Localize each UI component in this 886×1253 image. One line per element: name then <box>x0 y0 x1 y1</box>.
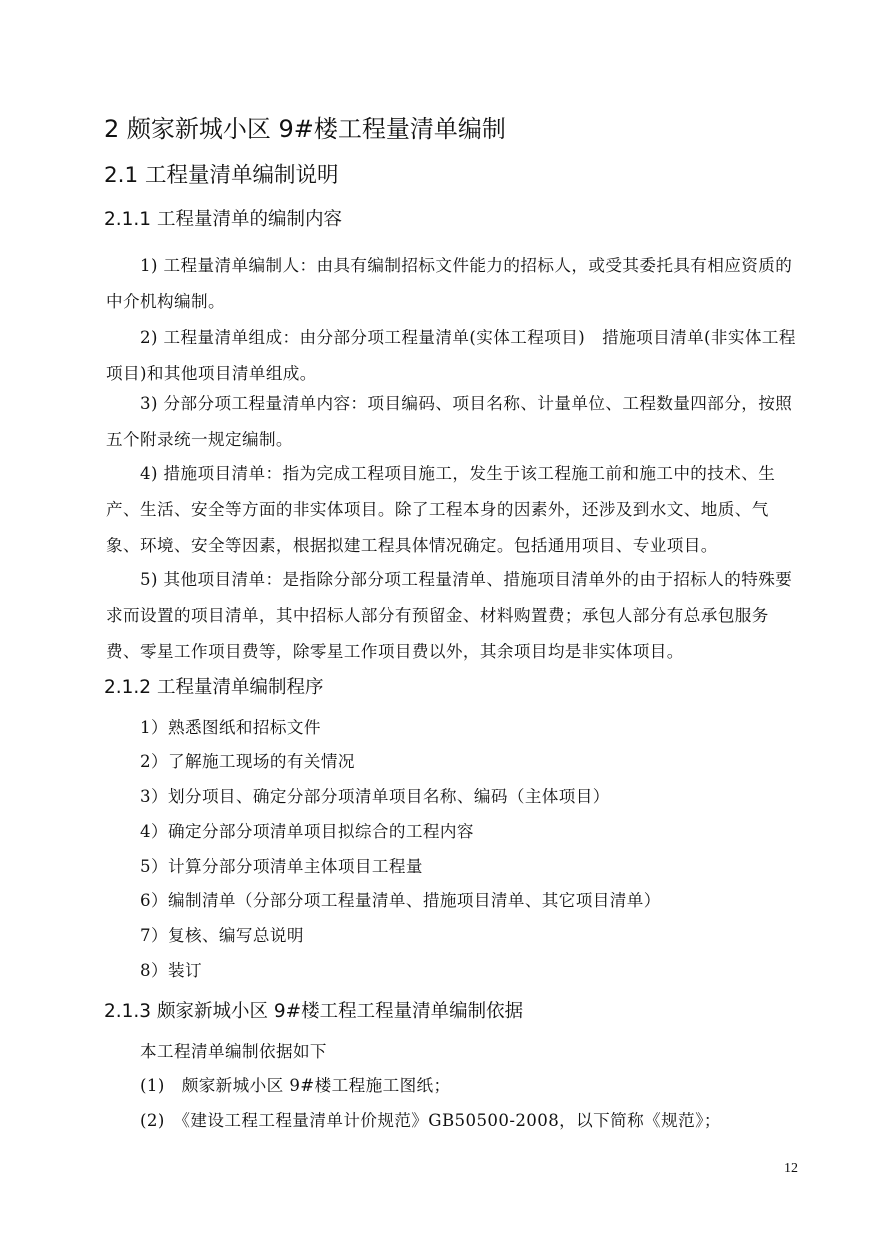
list-item: 1）熟悉图纸和招标文件 <box>140 718 321 737</box>
chapter-title: 2 颇家新城小区 9#楼工程量清单编制 <box>104 115 506 143</box>
list-item: 6）编制清单（分部分项工程量清单、措施项目清单、其它项目清单） <box>140 891 661 910</box>
list-item: 5）计算分部分项清单主体项目工程量 <box>140 857 423 876</box>
paragraph: 1) 工程量清单编制人：由具有编制招标文件能力的招标人，或受其委托具有相应资质的中介机构编制。 <box>106 256 793 311</box>
subsection-title-2-1-1: 2.1.1 工程量清单的编制内容 <box>104 209 342 230</box>
section-title: 2.1 工程量清单编制说明 <box>104 163 339 188</box>
list-item: 8）装订 <box>140 961 202 980</box>
paragraph: 2) 工程量清单组成：由分部分项工程量清单(实体工程项目) 措施项目清单(非实体工程项目)和其他项目清单组成。 <box>106 328 796 383</box>
paragraph: 3) 分部分项工程量清单内容：项目编码、项目名称、计量单位、工程数量四部分，按照五个附录统一规定编制。 <box>106 394 793 449</box>
subsection-title-2-1-3: 2.1.3 颇家新城小区 9#楼工程工程量清单编制依据 <box>104 1001 524 1022</box>
list-item: 4）确定分部分项清单项目拟综合的工程内容 <box>140 822 474 841</box>
list-item: 3）划分项目、确定分部分项清单项目名称、编码（主体项目） <box>140 787 610 806</box>
paragraph: 5) 其他项目清单：是指除分部分项工程量清单、措施项目清单外的由于招标人的特殊要求而设置的项目清单，其中招标人部分有预留金、材料购置费；承包人部分有总承包服务费、零星工作项目费等，除零星工作项目费以外，其余项目均是非实体项目。 <box>106 570 793 661</box>
list-item: 2）了解施工现场的有关情况 <box>140 752 355 771</box>
list-item: (1) 颇家新城小区 9#楼工程施工图纸； <box>140 1076 451 1095</box>
intro-text: 本工程清单编制依据如下 <box>140 1042 327 1061</box>
paragraph: 4) 措施项目清单：指为完成工程项目施工，发生于该工程施工前和施工中的技术、生产、生活、安全等方面的非实体项目。除了工程本身的因素外，还涉及到水文、地质、气象、环境、安全等因素，根据拟建工程具体情况确定。包括通用项目、专业项目。 <box>106 464 776 555</box>
page-number: 12 <box>784 1161 798 1176</box>
list-item: (2) 《建设工程工程量清单计价规范》GB50500-2008，以下简称《规范》； <box>140 1111 721 1130</box>
subsection-title-2-1-2: 2.1.2 工程量清单编制程序 <box>104 677 324 698</box>
list-item: 7）复核、编写总说明 <box>140 926 304 945</box>
